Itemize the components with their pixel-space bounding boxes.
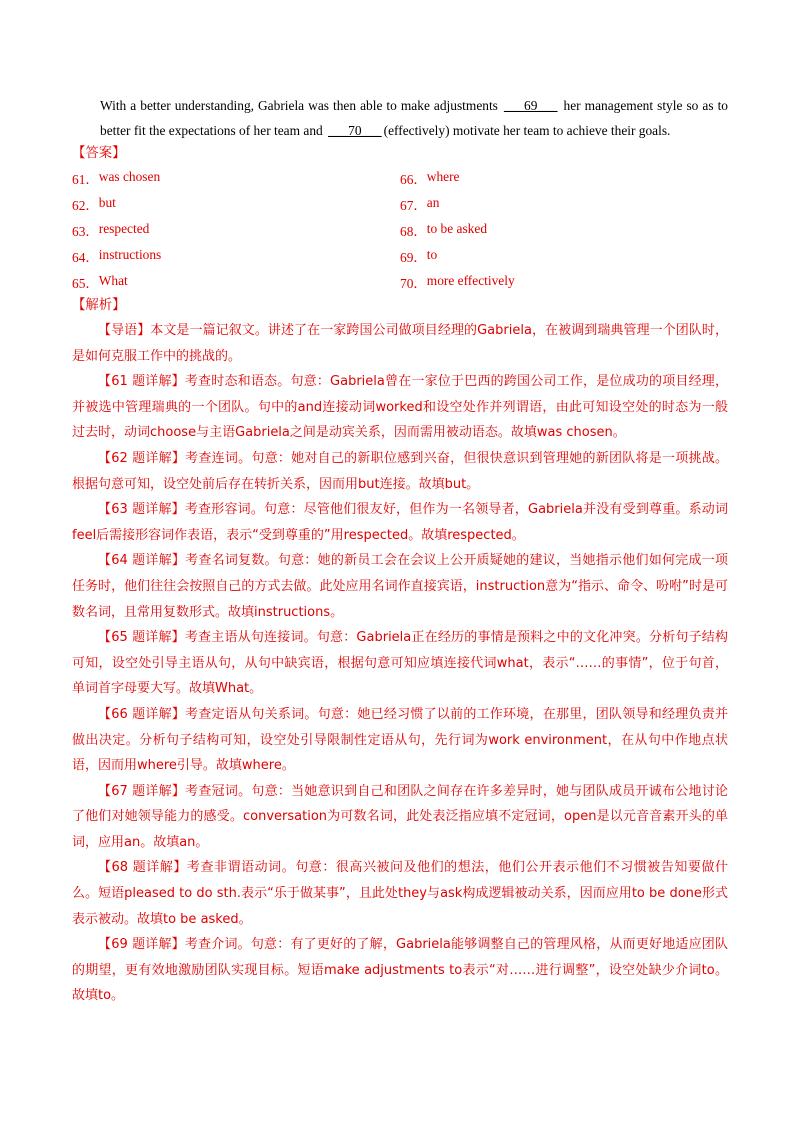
answer-number: 64．: [72, 249, 99, 265]
answer-row: [72, 166, 728, 192]
answers-heading: 【答案】: [72, 146, 126, 161]
answer-text: was chosen: [98, 169, 161, 185]
answer-text: respected: [98, 220, 150, 236]
answer-number: 63．: [72, 223, 99, 239]
answer-number: 62．: [72, 198, 99, 214]
answer-text: What: [98, 272, 128, 288]
answer-row: [72, 192, 728, 218]
explanation-65: 【65 题详解】考查主语从句连接词。句意：Gabriela正在经历的事情是预料之中的文化冲突。分析句子结构可知，设空处引导主语从句，从句中缺宾语，根据句意可知应填连接代词what，表示“……的事情”，位于句首，单词首字母要大写。故填What。: [72, 630, 728, 697]
answer-text: but: [98, 195, 116, 211]
passage-line1-post: her management style so as to better fit the expectations of her team and: [100, 98, 728, 138]
answer-text: more effectively: [426, 272, 515, 288]
passage-text: [72, 93, 728, 143]
blank-69: ___69___: [503, 98, 558, 113]
passage-line2-post: (effectively) motivate her team to achieve their goals.: [383, 123, 671, 138]
explanation-61: 【61 题详解】考查时态和语态。句意：Gabriela曾在一家位于巴西的跨国公司工作，是位成功的项目经理，并被选中管理瑞典的一个团队。句中的and连接动词worked和设空处作并列谓语，由此可知设空处的时态为一般过去时，动词choose与主语Gabriela之间是动宾关系，因而需用被动语态。故填was chosen。: [72, 374, 728, 441]
analysis-heading: 【解析】: [72, 298, 126, 313]
answer-text: instructions: [98, 246, 162, 262]
blank-70: ___70___: [328, 123, 382, 138]
explanation-intro: 【导语】本文是一篇记叙文。讲述了在一家跨国公司做项目经理的Gabriela，在被调到瑞典管理一个团队时，是如何克服工作中的挑战的。: [72, 323, 728, 364]
passage-paragraph: [72, 93, 728, 143]
answer-number: 68．: [400, 223, 427, 239]
answer-text: to be asked: [426, 220, 488, 236]
explanation-64: 【64 题详解】考查名词复数。句意：她的新员工会在会议上公开质疑她的建议，当她指示他们如何完成一项任务时，他们往往会按照自己的方式去做。此处应用名词作直接宾语，instruction意为“指示、命令、吩咐”时是可数名词，且常用复数形式。故填instructions。: [72, 553, 728, 620]
passage-line1-pre: With a better understanding, Gabriela was then able to make adjustments: [100, 98, 502, 113]
answer-number: 67．: [400, 198, 427, 214]
answer-text: an: [426, 195, 440, 211]
explanation-67: 【67 题详解】考查冠词。句意：当她意识到自己和团队之间存在许多差异时，她与团队成员开诚布公地讨论了他们对她领导能力的感受。conversation为可数名词，此处表泛指应填不定冠词，open是以元音音素开头的单词，应用an。故填an。: [72, 783, 728, 850]
answer-number: 61．: [72, 172, 99, 188]
answer-number: 70．: [400, 275, 427, 291]
answer-row: [72, 269, 728, 295]
answer-number: 66．: [400, 172, 427, 188]
explanation-66: 【66 题详解】考查定语从句关系词。句意：她已经习惯了以前的工作环境，在那里，团队领导和经理负责并做出决定。分析句子结构可知，设空处引导限制性定语从句，先行词为work environment，在从句中作地点状语，因而用where引导。故填where。: [72, 706, 728, 774]
answer-number: 65．: [72, 275, 99, 291]
explanation-69: 【69 题详解】考查介词。句意：有了更好的了解，Gabriela能够调整自己的管理风格，从而更好地适应团队的期望，更有效地激励团队实现目标。短语make adjustments to表示“对……进行调整”，设空处缺少介词to。故填to。: [72, 937, 728, 1004]
answer-text: to: [426, 246, 438, 262]
explanation-63: 【63 题详解】考查形容词。句意：尽管他们很友好，但作为一名领导者，Gabriela并没有受到尊重。系动词feel后需接形容词作表语，表示“受到尊重的”用respected。故填respected。: [72, 502, 728, 543]
explanations: [72, 318, 728, 1009]
answer-number: 69．: [400, 249, 427, 265]
answer-row: [72, 218, 728, 244]
explanation-62: 【62 题详解】考查连词。句意：她对自己的新职位感到兴奋，但很快意识到管理她的新团队将是一项挑战。根据句意可知，设空处前后存在转折关系，因而用but连接。故填but。: [72, 450, 728, 492]
answer-row: [72, 243, 728, 269]
answer-text: where: [426, 169, 460, 185]
answers-list: [72, 166, 728, 295]
explanation-68: 【68 题详解】考查非谓语动词。句意：很高兴被问及他们的想法，他们公开表示他们不习惯被告知要做什么。短语pleased to do sth.表示“乐于做某事”，且此处they与ask构成逻辑被动关系，因而应用to be done形式表示被动。故填to be asked。: [72, 860, 728, 927]
